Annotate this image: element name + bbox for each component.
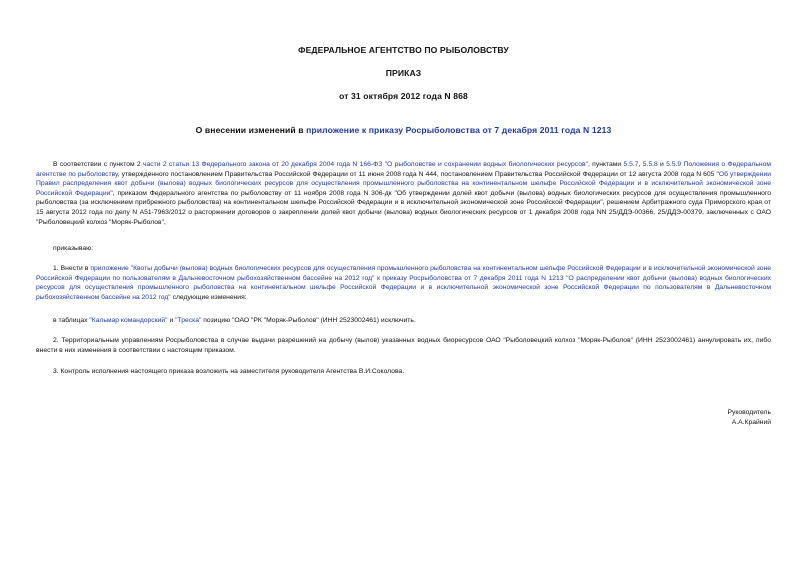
item-1-text-1: 1. Внести в <box>53 265 91 272</box>
preamble-text-1: В соответствии с пунктом 2 <box>53 161 144 168</box>
regulation-link[interactable]: 5.5.9 Положения о Федеральном агентстве по рыболовству <box>36 161 771 178</box>
item-1-text-2: следующие изменения: <box>170 293 247 301</box>
subject-prefix: О внесении изменений в <box>195 125 307 135</box>
appendix-link[interactable]: приложение "Квоты добычи (вылова) водных биологических ресурсов для осуществления промышленного рыболовства на континентальном шельфе Российской Федерации и в исключительной экономической зоне Российской Федерации по пользователям в Дальневосточном рыбохозяйственном бассейне на 2012 год" к приказу Росрыболовства от 7 декабря 2011 года N 1213 "О распределении квот добычи (вылова) водных биологических ресурсов для осуществления промышленного рыболовства на континентальном шельфе Российской Федерации и в исключительной экономической зоне Российской Федерации по пользователям в Дальневосточном рыбохозяйственном бассейне на 2012 год" <box>36 265 771 301</box>
law-link[interactable]: части 2 статьи 13 Федерального закона от 20 декабря 2004 года N 166-ФЗ "О рыболовстве и сохранении водных биологических ресурсов" <box>143 161 588 168</box>
signature-name: А.А.Крайний <box>731 418 771 426</box>
document-subject <box>0 125 807 135</box>
order-word: приказываю: <box>53 245 94 252</box>
preamble-text-4: и <box>657 161 667 168</box>
preamble-text-3: , <box>638 161 643 168</box>
item-2-paragraph: 2. Территориальным управлениям Росрыболовства в случае выдачи разрешений на добычу (вылов) указанных водных биоресурсов ОАО "Рыболовецкий колхоз "Моряк-Рыболов" (ИНН 2523002461) аннулировать их, либо внести в них изменения в соответствии с настоящим приказом. <box>36 337 771 354</box>
item-1-sub-paragraph <box>53 316 416 326</box>
squid-table-link[interactable]: "Кальмар командорский" <box>89 317 168 324</box>
signature-block <box>728 408 772 427</box>
rules-link[interactable]: Об утверждении Правил распределения квот добычи (вылова) водных биологических ресурсов для осуществления промышленного рыболовства на континентальном шельфе Российской Федерации и в исключительной экономической зоне Российской Федерации <box>36 170 771 197</box>
item-1-sub-text-2: и <box>167 317 176 324</box>
item-1-paragraph <box>36 264 771 302</box>
document-date: от 31 октября 2012 года N 868 <box>339 91 468 101</box>
signature-title: Руководитель <box>727 409 771 416</box>
cod-table-link[interactable]: "Треска" <box>175 317 202 324</box>
document-type: ПРИКАЗ <box>385 68 422 78</box>
clause-5-5-8-link[interactable]: 5.5.8 <box>642 161 658 168</box>
clause-5-5-7-link[interactable]: 5.5.7 <box>623 161 639 168</box>
agency-title: ФЕДЕРАЛЬНОЕ АГЕНТСТВО ПО РЫБОЛОВСТВУ <box>298 45 509 55</box>
preamble-paragraph <box>36 160 771 227</box>
item-1-sub-text-1: в таблицах <box>53 317 90 324</box>
preamble-text-2: , пунктами <box>587 161 624 168</box>
preamble-text-6: ", приказом Федерального агентства по рыболовству от 11 ноября 2008 года N 306-дк "Об утверждении долей квот добычи (вылова) водных биологических ресурсов для осуществления промышленного рыболовства (за исключением прибрежного рыболовства) на континентальном шельфе Российской Федерации и в исключительной экономической зоне Российской Федерации", решением Арбитражного суда Приморского края от 15 августа 2012 года по делу N А51-7963/2012 о расторжении договоров о закреплении долей квот добычи (вылова) водных биологических ресурсов от 1 декабря 2008 года NN 25/ДДЭ-00366, 25/ДДЭ-00379, заключенных с ОАО "Рыболовецкий колхоз "Моряк-Рыболов", <box>36 189 771 226</box>
preamble-text-5: , утвержденного постановлением Правительства Российской Федерации от 11 июня 2008 года N 444, постановлением Правительства Российской Федерации от 12 августа 2008 года N 605 " <box>117 170 719 178</box>
item-1-sub-text-3: позицию "ОАО "РК "Моряк-Рыболов" (ИНН 2523002461) исключить. <box>201 317 416 324</box>
item-3-paragraph: 3. Контроль исполнения настоящего приказа возложить на заместителя руководителя Агентства В.И.Соколова. <box>53 368 405 375</box>
subject-link[interactable]: приложение к приказу Росрыболовства от 7 декабря 2011 года N 1213 <box>306 125 612 135</box>
